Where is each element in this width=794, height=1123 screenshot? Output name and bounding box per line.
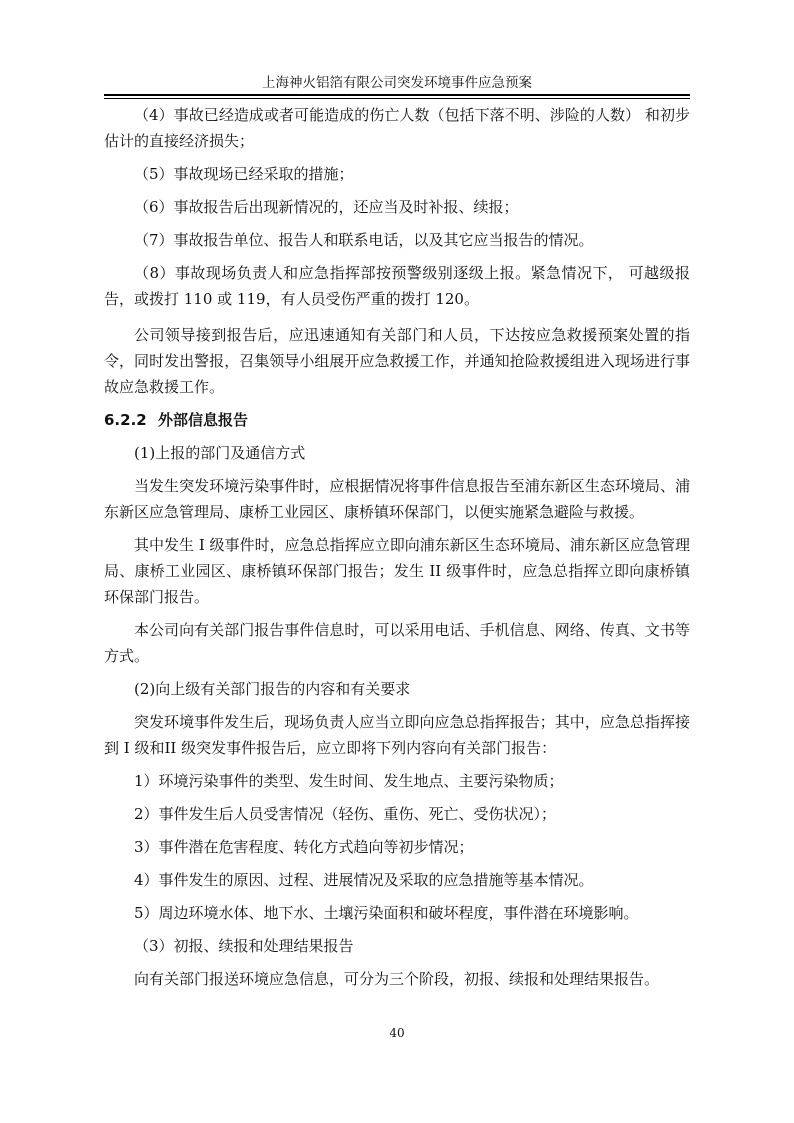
list-item: 1）环境污染事件的类型、发生时间、发生地点、主要污染物质； bbox=[134, 772, 564, 790]
paragraph: 公司领导接到报告后，应迅速通知有关部门和人员，下达按应急救援预案处置的指令，同时发出警报，召集领导小组展开应急救援工作，并通知抢险救援组进入现场进行事故应急救援工作。 bbox=[104, 326, 690, 396]
paragraph: 当发生突发环境污染事件时，应根据情况将事件信息报告至浦东新区生态环境局、浦东新区应急管理局、康桥工业园区、康桥镇环保部门，以便实施紧急避险与救援。 bbox=[104, 477, 690, 521]
list-item: 5）周边环境水体、地下水、土壤污染面积和破坏程度，事件潜在环境影响。 bbox=[134, 904, 639, 922]
header-rule-thick bbox=[104, 94, 690, 96]
paragraph: （6）事故报告后出现新情况的，还应当及时补报、续报； bbox=[134, 198, 519, 216]
subsection-label: （3）初报、续报和处理结果报告 bbox=[134, 937, 354, 955]
subsection-label: (2)向上级有关部门报告的内容和有关要求 bbox=[134, 680, 411, 698]
section-heading bbox=[104, 407, 690, 433]
list-item: 3）事件潜在危害程度、转化方式趋向等初步情况； bbox=[134, 838, 474, 856]
paragraph: 其中发生 I 级事件时，应急总指挥应立即向浦东新区生态环境局、浦东新区应急管理局、康桥工业园区、康桥镇环保部门报告；发生 II 级事件时，应急总指挥立即向康桥镇环保部门报告。 bbox=[104, 536, 690, 606]
paragraph: （8）事故现场负责人和应急指挥部按预警级别逐级上报。紧急情况下， 可越级报告，或拨打 110 或 119，有人员受伤严重的拨打 120。 bbox=[104, 264, 690, 308]
paragraph: （5）事故现场已经采取的措施； bbox=[134, 165, 354, 183]
paragraph: （7）事故报告单位、报告人和联系电话，以及其它应当报告的情况。 bbox=[134, 231, 594, 249]
section-title: 外部信息报告 bbox=[158, 411, 249, 429]
page-number: 40 bbox=[389, 1026, 405, 1040]
paragraph: 本公司向有关部门报告事件信息时，可以采用电话、手机信息、网络、传真、文书等方式。 bbox=[104, 621, 690, 665]
section-number: 6.2.2 bbox=[104, 411, 147, 429]
document-body bbox=[104, 102, 690, 992]
paragraph: 突发环境事件发生后，现场负责人应当立即向应急总指挥报告；其中，应急总指挥接到 I 级和II 级突发事件报告后，应立即将下列内容向有关部门报告： bbox=[104, 713, 690, 757]
subsection-label: (1)上报的部门及通信方式 bbox=[134, 444, 306, 462]
list-item: 4）事件发生的原因、过程、进展情况及采取的应急措施等基本情况。 bbox=[134, 871, 594, 889]
paragraph: （4）事故已经造成或者可能造成的伤亡人数（包括下落不明、涉险的人数） 和初步估计的直接经济损失； bbox=[104, 106, 690, 150]
page-header: 上海神火铝箔有限公司突发环境事件应急预案 bbox=[262, 75, 532, 91]
header-rule-thin bbox=[104, 98, 690, 99]
list-item: 2）事件发生后人员受害情况（轻伤、重伤、死亡、受伤状况）； bbox=[134, 805, 557, 823]
paragraph: 向有关部门报送环境应急信息，可分为三个阶段，初报、续报和处理结果报告。 bbox=[134, 970, 660, 988]
